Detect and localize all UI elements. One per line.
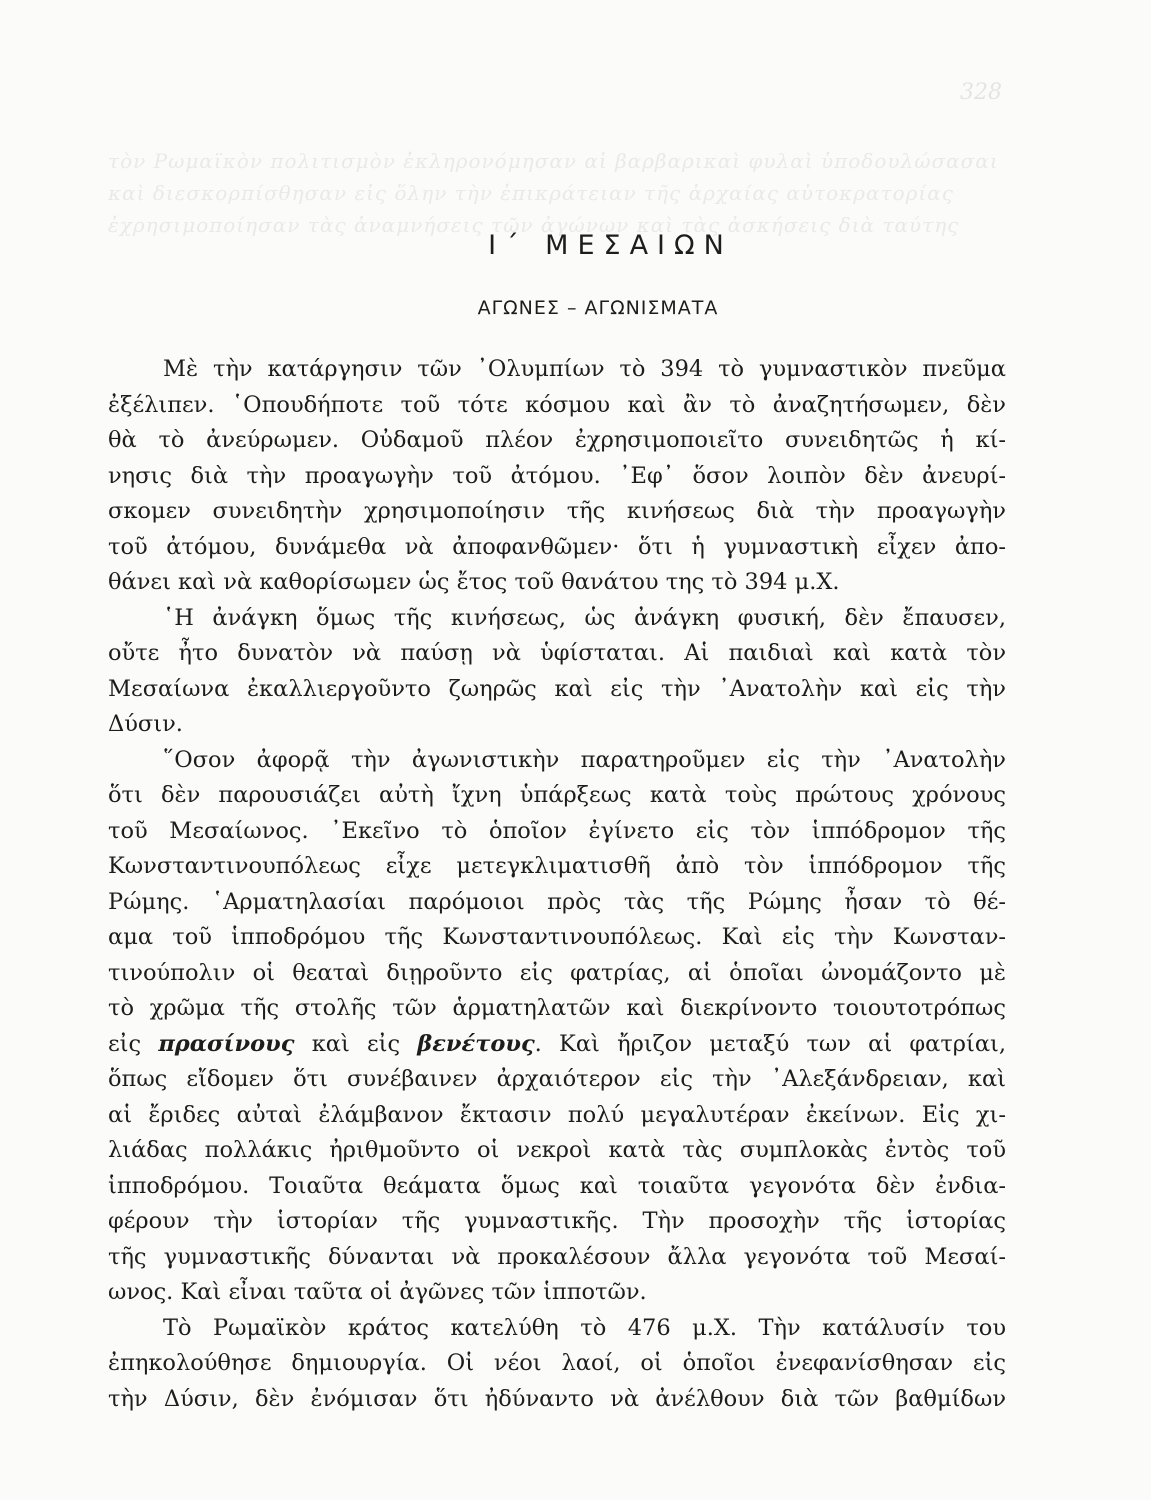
ghost-line: ἐχρησιμοποίησαν τὰς ἀναμνήσεις τῶν ἀγώνων καὶ τὰς ἀσκήσεις διὰ ταύτης [108,213,960,237]
body-text [108,352,1006,1417]
ghost-line: καὶ διεσκορπίσθησαν εἰς ὅλην τὴν ἐπικράτειαν τῆς ἀρχαίας αὐτοκρατορίας [108,181,954,205]
text-line: ἐπηκολούθησε δημιουργία. Οἱ νέοι λαοί, οἱ ὁποῖοι ἐνεφανίσθησαν εἰς [108,1350,1006,1376]
text-line: Μεσαίωνα ἐκαλλιεργοῦντο ζωηρῶς καὶ εἰς τὴν ᾿Ανατολὴν καὶ εἰς τὴν [108,675,1006,702]
text-line: λιάδας πολλάκις ἠριθμοῦντο οἱ νεκροὶ κατὰ τὰς συμπλοκὰς ἐντὸς τοῦ [108,1137,1006,1163]
text-line: Κωνσταντινουπόλεως εἶχε μετεγκλιματισθῆ ἀπὸ τὸν ἱππόδρομον τῆς [108,853,1006,879]
text-line: τῆς γυμναστικῆς δύνανται νὰ προκαλέσουν ἄλλα γεγονότα τοῦ Μεσαί- [108,1243,1006,1270]
text-line: ἐξέλιπεν. ῾Οπουδήποτε τοῦ τότε κόσμου καὶ ἂν τὸ ἀναζητήσωμεν, δὲν [108,391,1006,418]
emphasis-venetous: βενέτους [417,1030,535,1057]
text-line: ὅτι δὲν παρουσιάζει αὐτὴ ἴχνη ὑπάρξεως κατὰ τοὺς πρώτους χρόνους [108,782,1006,808]
text-line: τὸ χρῶμα τῆς στολῆς τῶν ἁρματηλατῶν καὶ διεκρίνοντο τοιουτοτρόπως [108,995,1006,1021]
text-line: τινούπολιν οἱ θεαταὶ διῃροῦντο εἰς φατρίας, αἱ ὁποῖαι ὠνομάζοντο μὲ [108,959,1006,986]
text-line: ωνος. Καὶ εἶναι ταῦτα οἱ ἀγῶνες τῶν ἱπποτῶν. [108,1279,647,1305]
text-line [108,1027,1006,1063]
text-line: ἱπποδρόμου. Τοιαῦτα θεάματα ὅμως καὶ τοιαῦτα γεγονότα δὲν ἐνδια- [108,1172,1006,1199]
text-line: τοῦ Μεσαίωνος. ᾿Εκεῖνο τὸ ὁποῖον ἐγίνετο εἰς τὸν ἱππόδρομον τῆς [108,817,1006,844]
text-fragment: εἰς [108,1030,159,1057]
text-line: Δύσιν. [108,711,183,737]
text-line: Ρώμης. ῾Αρματηλασίαι παρόμοιοι πρὸς τὰς τῆς Ρώμης ἦσαν τὸ θέ- [108,888,1006,915]
text-line: ὅπως εἴδομεν ὅτι συνέβαινεν ἀρχαιότερον εἰς τὴν ᾿Αλεξάνδρειαν, καὶ [108,1066,1006,1092]
bleed-through-text [108,145,1043,241]
text-line: αμα τοῦ ἱπποδρόμου τῆς Κωνσταντινουπόλεως. Καὶ εἰς τὴν Κωνσταν- [108,924,1006,950]
text-line: ῞Οσον ἀφορᾷ τὴν ἀγωνιστικὴν παρατηροῦμεν εἰς τὴν ᾿Ανατολὴν [163,746,1006,773]
text-line: θὰ τὸ ἀνεύρωμεν. Οὐδαμοῦ πλέον ἐχρησιμοποιεῖτο συνειδητῶς ἡ κί- [108,427,1006,453]
text-line: τὴν Δύσιν, δὲν ἐνόμισαν ὅτι ἠδύναντο νὰ ἀνέλθουν διὰ τῶν βαθμίδων [108,1385,1006,1412]
text-line: αἱ ἔριδες αὐταὶ ἐλάμβανον ἔκτασιν πολύ μεγαλυτέραν ἐκείνων. Εἰς χι- [108,1101,1006,1128]
text-fragment: . Καὶ ἤριζον μεταξύ των αἱ φατρίαι, [534,1030,1007,1057]
text-line: τοῦ ἀτόμου, δυνάμεθα νὰ ἀποφανθῶμεν· ὅτι ἡ γυμναστικὴ εἶχεν ἀπο- [108,533,1006,560]
text-line: Μὲ τὴν κατάργησιν τῶν ᾿Ολυμπίων τὸ 394 τὸ γυμναστικὸν πνεῦμα [163,356,1006,382]
ghost-line: τὸν Ρωμαϊκὸν πολιτισμὸν ἐκληρονόμησαν αἱ βαρβαρικαὶ φυλαὶ ὑποδουλώσασαι [108,149,999,173]
text-line: θάνει καὶ νὰ καθορίσωμεν ὡς ἔτος τοῦ θανάτου της τὸ 394 μ.Χ. [108,569,840,595]
chapter-subtitle: ΑΓΩΝΕΣ – ΑΓΩΝΙΣΜΑΤΑ [477,297,719,319]
chapter-title: Ι΄ ΜΕΣΑΙΩΝ [488,230,733,261]
text-line: νησις διὰ τὴν προαγωγὴν τοῦ ἀτόμου. ᾿Εφ᾿ ὅσον λοιπὸν δὲν ἀνευρί- [108,462,1006,489]
text-line: οὔτε ἦτο δυνατὸν νὰ παύσῃ νὰ ὑφίσταται. Αἱ παιδιαὶ καὶ κατὰ τὸν [108,640,1006,666]
emphasis-prasinous: πρασίνους [158,1030,295,1057]
text-line: σκομεν συνειδητὴν χρησιμοποίησιν τῆς κινήσεως διὰ τὴν προαγωγὴν [108,498,1006,524]
bleed-through-page-number: 328 [960,80,1002,105]
text-line: ῾Η ἀνάγκη ὅμως τῆς κινήσεως, ὡς ἀνάγκη φυσική, δὲν ἔπαυσεν, [163,604,1006,631]
text-fragment: καὶ εἰς [294,1030,418,1057]
text-line: Τὸ Ρωμαϊκὸν κράτος κατελύθη τὸ 476 μ.Χ. Τὴν κατάλυσίν του [163,1314,1006,1341]
text-line: φέρουν τὴν ἱστορίαν τῆς γυμναστικῆς. Τὴν προσοχὴν τῆς ἱστορίας [108,1208,1006,1234]
